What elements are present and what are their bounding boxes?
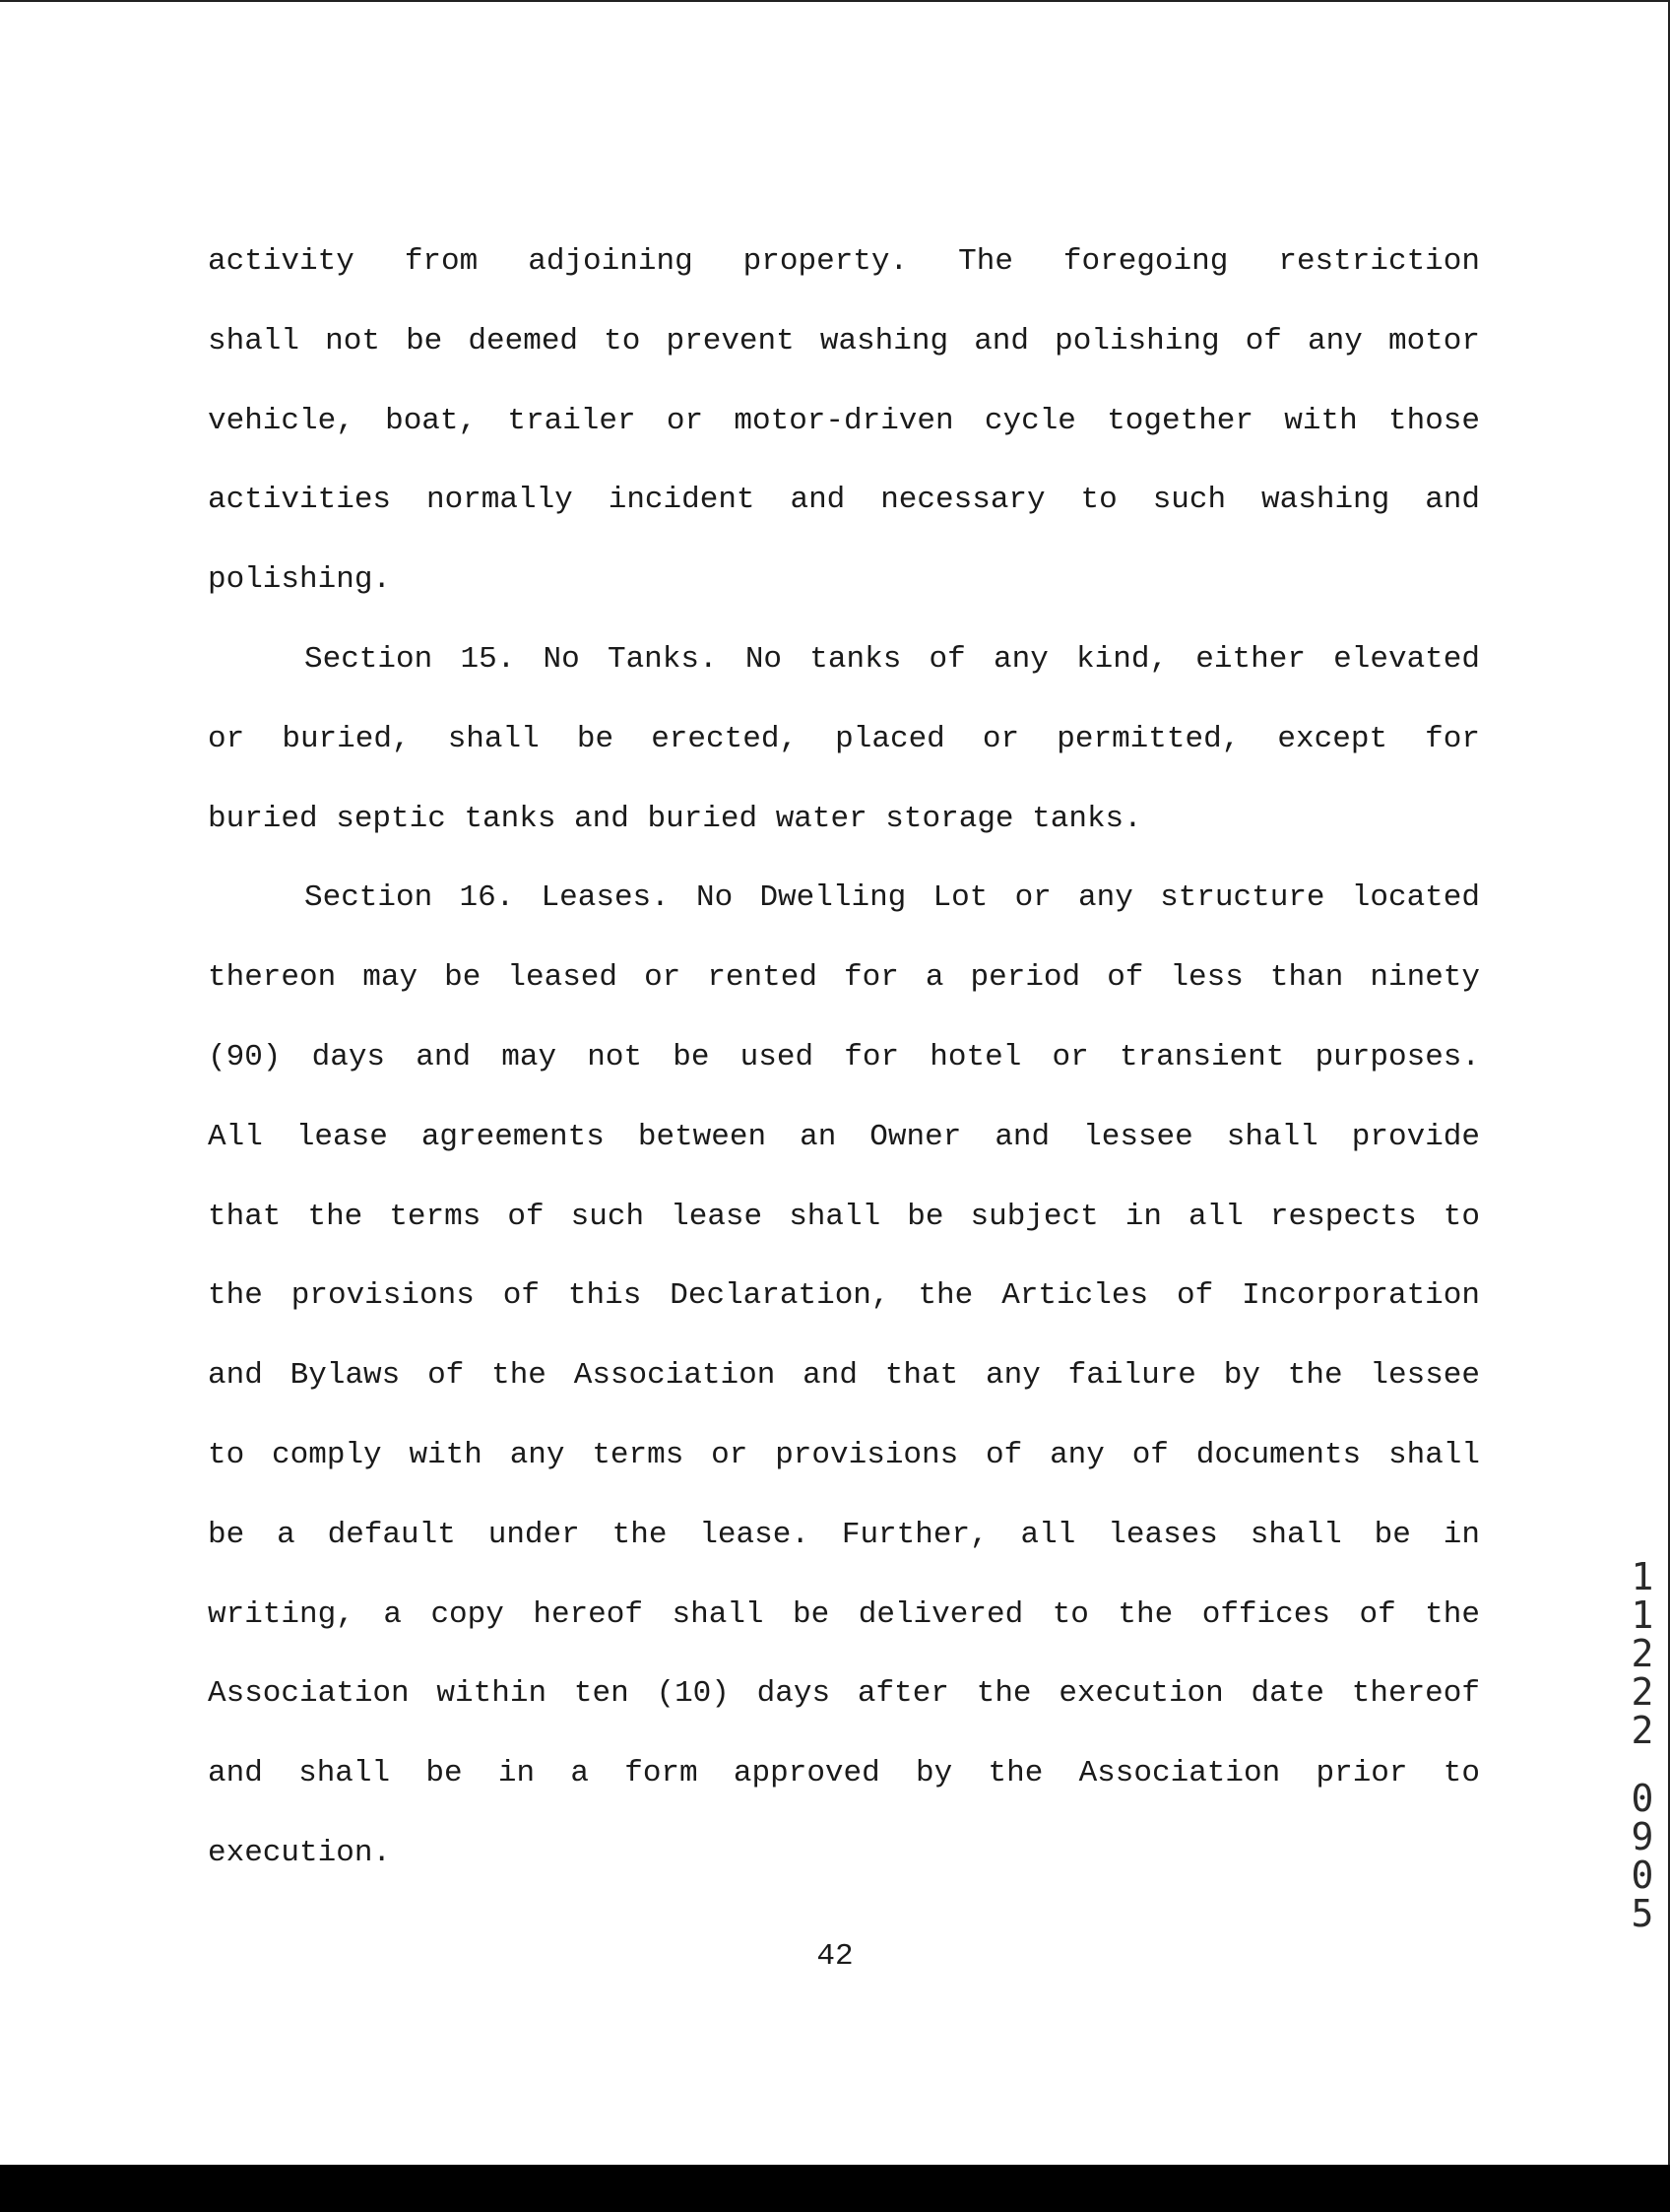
stamp-digit: 2 (1631, 1632, 1654, 1675)
stamp-gap (1623, 1750, 1662, 1780)
text-line: writing, a copy hereof shall be delivered to the offices of the (208, 1596, 1480, 1632)
text-line: shall not be deemed to prevent washing and polishing of any motor (208, 323, 1480, 358)
text-line: that the terms of such lease shall be subject in all respects to (208, 1199, 1480, 1234)
text-line: and shall be in a form approved by the Association prior to (208, 1756, 1480, 1791)
text-line: (90) days and may not be used for hotel or transient purposes. (208, 1039, 1480, 1074)
stamp-digit: 5 (1631, 1892, 1654, 1935)
text-line: activity from adjoining property. The foregoing restriction (208, 244, 1480, 279)
stamp-digit: 0 (1631, 1854, 1654, 1897)
stamp-digit: 9 (1631, 1815, 1654, 1858)
text-line: be a default under the lease. Further, all leases shall be in (208, 1517, 1480, 1552)
text-line: buried septic tanks and buried water storage tanks. (208, 801, 1142, 836)
text-line: thereon may be leased or rented for a period of less than ninety (208, 960, 1480, 996)
scan-bottom-border (0, 2165, 1670, 2212)
text-line: Section 16. Leases. No Dwelling Lot or any structure located (304, 880, 1480, 916)
document-body (208, 223, 1480, 1894)
text-line: All lease agreements between an Owner and lessee shall provide (208, 1119, 1480, 1154)
stamp-digit: 1 (1631, 1555, 1654, 1598)
page-number: 42 (816, 1939, 854, 1974)
stamp-digit: 2 (1631, 1670, 1654, 1714)
stamp-digit: 0 (1631, 1777, 1654, 1820)
stamp-digit: 1 (1631, 1594, 1654, 1637)
text-line: Section 15. No Tanks. No tanks of any kind, either elevated (304, 641, 1480, 677)
recording-stamp (1623, 1555, 1662, 1935)
text-line: and Bylaws of the Association and that any failure by the lessee (208, 1358, 1480, 1394)
text-line: the provisions of this Declaration, the Articles of Incorporation (208, 1278, 1480, 1314)
text-line: or buried, shall be erected, placed or permitted, except for (208, 721, 1480, 756)
text-line: activities normally incident and necessary to such washing and (208, 483, 1480, 518)
text-line: polishing. (208, 562, 392, 598)
text-line: Association within ten (10) days after the execution date thereof (208, 1676, 1480, 1712)
text-line: vehicle, boat, trailer or motor-driven cycle together with those (208, 403, 1480, 438)
text-line: execution. (208, 1835, 392, 1870)
stamp-digit: 2 (1631, 1709, 1654, 1752)
text-line: to comply with any terms or provisions of any of documents shall (208, 1437, 1480, 1472)
